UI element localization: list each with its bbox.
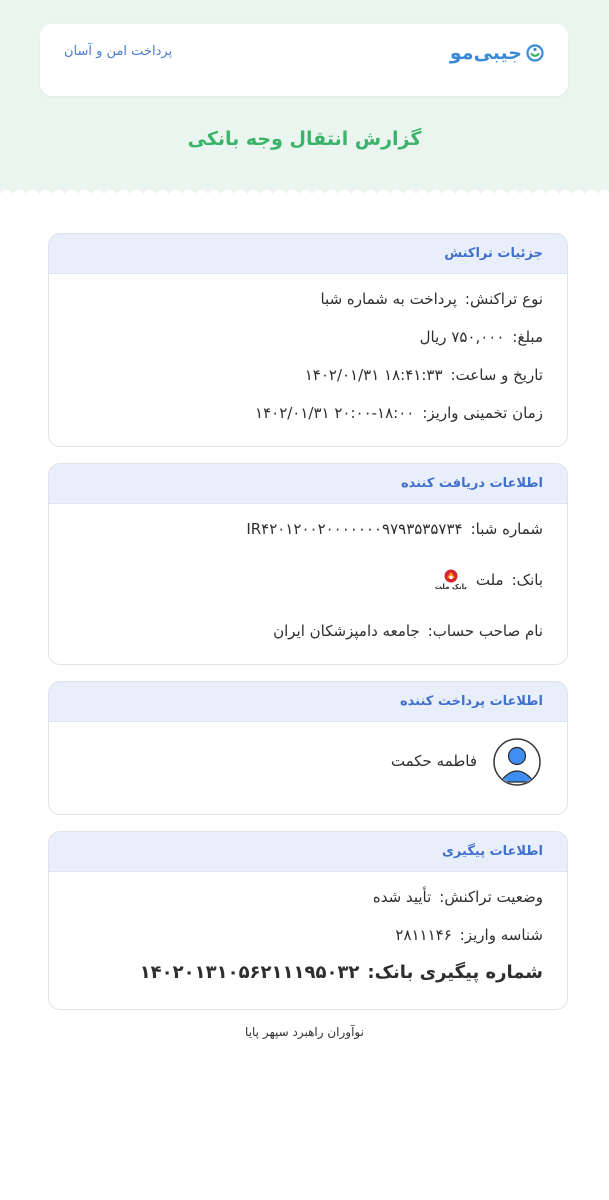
sheba-row (246, 520, 543, 538)
field-label: تاریخ و ساعت: (450, 366, 543, 384)
header-card (40, 24, 568, 96)
page-title: گزارش انتقال وجه بانکی (187, 128, 422, 150)
estimated-deposit-value: ۱۴۰۲/۰۱/۳۱ ۲۰:۰۰-۱۸:۰۰ (255, 404, 415, 422)
account-owner-value: جامعه دامپزشکان ایران (273, 622, 420, 640)
field-label: بانک: (511, 571, 543, 589)
footer-company: نوآوران راهبرد سپهر پایا (245, 1025, 364, 1039)
tagline: پرداخت امن و آسان (64, 44, 173, 59)
card-heading: اطلاعات پیگیری (49, 832, 567, 872)
deposit-id-row (395, 926, 543, 944)
datetime-value: ۱۴۰۲/۰۱/۳۱ ۱۸:۴۱:۳۳ (304, 366, 443, 384)
estimated-deposit-row (255, 404, 543, 422)
card-heading: جزئیات تراکنش (49, 234, 567, 274)
payer-name: فاطمه حکمت (390, 752, 477, 770)
user-avatar-icon (493, 738, 541, 786)
amount-row (420, 328, 543, 346)
transaction-details-card (48, 233, 568, 447)
bank-tracking-value[interactable]: ۱۴۰۲۰۱۳۱۰۵۶۲۱۱۱۹۵۰۳۲ (139, 962, 360, 983)
wallet-icon (526, 43, 544, 63)
bank-value: ملت (475, 571, 504, 589)
payer-info-card (48, 681, 568, 815)
field-label: نوع تراکنش: (464, 290, 543, 308)
sheba-value[interactable]: IR۴۲۰۱۲۰۰۲۰۰۰۰۰۰۰۹۷۹۳۵۳۵۷۳۴ (246, 520, 463, 538)
brand-logo[interactable] (450, 42, 544, 64)
receiver-info-card (48, 463, 568, 665)
tracking-info-card (48, 831, 568, 1010)
bank-mellat-icon (443, 569, 459, 583)
field-label: شماره شبا: (470, 520, 543, 538)
brand-name: جیبی‌مو (449, 42, 522, 64)
field-label: وضعیت تراکنش: (439, 888, 543, 906)
field-label: شناسه واریز: (459, 926, 543, 944)
field-label: نام صاحب حساب: (427, 622, 543, 640)
field-label: مبلغ: (512, 328, 543, 346)
bank-tracking-row (140, 962, 543, 983)
card-heading: اطلاعات دریافت کننده (49, 464, 567, 504)
transaction-status-row (373, 888, 543, 906)
amount-value: ۷۵۰,۰۰۰ ریال (419, 328, 505, 346)
bank-mellat-logo (434, 566, 468, 594)
scallop-divider (0, 183, 609, 197)
deposit-id-value[interactable]: ۲۸۱۱۱۴۶ (395, 926, 452, 944)
transaction-status-value: تأیید شده (372, 888, 432, 906)
bank-logo-caption: بانک ملت (434, 583, 467, 591)
field-label: زمان تخمینی واریز: (422, 404, 543, 422)
bank-row (434, 566, 543, 594)
field-label: شماره پیگیری بانک: (367, 962, 543, 983)
transaction-type-row (320, 290, 543, 308)
account-owner-row (273, 622, 543, 640)
datetime-row (305, 366, 543, 384)
transaction-type-value: پرداخت به شماره شبا (320, 290, 457, 308)
card-heading: اطلاعات پرداخت کننده (49, 682, 567, 722)
